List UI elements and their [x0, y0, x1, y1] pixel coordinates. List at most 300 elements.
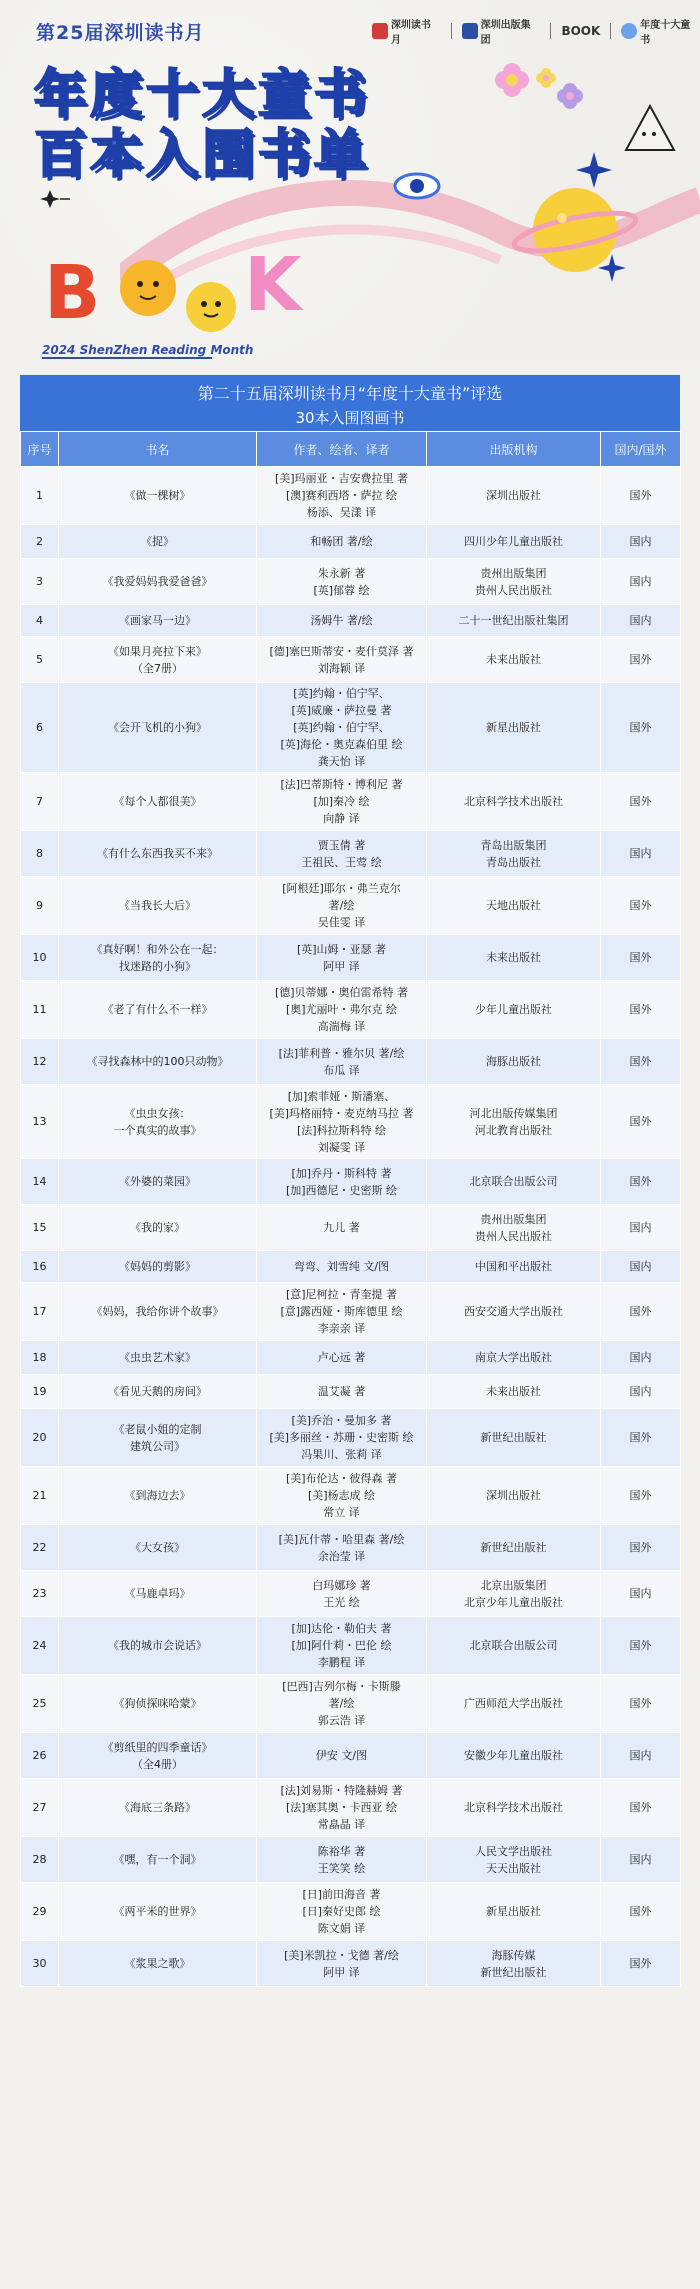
- table-title: 第二十五届深圳读书月“年度十大童书”评选: [197, 384, 503, 403]
- book-authors-line: 阿甲 译: [323, 1965, 360, 1979]
- book-title: [59, 1941, 257, 1987]
- table-row: [21, 559, 681, 605]
- book-authors-line: [美]布伦达・彼得森 著: [285, 1472, 398, 1485]
- book-authors-line: 王祖民、王莺 绘: [301, 855, 382, 869]
- logo-publishing-group: 深圳出版集团: [462, 16, 541, 46]
- book-origin: 国外: [601, 467, 681, 525]
- book-publisher-line: 青岛出版集团: [480, 838, 547, 852]
- book-authors-line: 刘海颖 译: [317, 661, 366, 675]
- book-authors-line: [加]乔丹・斯科特 著: [291, 1166, 392, 1180]
- book-title-line: 《老鼠小姐的定制: [113, 1422, 202, 1436]
- book-authors-line: 杨添、吴漾 译: [306, 506, 377, 519]
- book-publisher-line: 贵州人民出版社: [475, 1229, 552, 1243]
- book-authors-line: [美]米凯拉・戈德 著/绘: [284, 1948, 399, 1962]
- book-origin: 国外: [601, 773, 681, 831]
- book-authors-line: [加]西德尼・史密斯 绘: [285, 1183, 398, 1197]
- book-authors-line: [意]露西娅・斯库德里 绘: [280, 1305, 403, 1318]
- book-title-line: 《做一棵树》: [124, 489, 191, 502]
- book-title: [59, 559, 257, 605]
- table-row: [21, 1675, 681, 1733]
- row-number: 9: [21, 877, 59, 935]
- book-authors-line: [法]塞其奥・卡西亚 绘: [285, 1801, 398, 1814]
- book-publisher-line: 新世纪出版社: [480, 1965, 547, 1979]
- book-authors-line: [美]杨志成 绘: [307, 1489, 376, 1502]
- book-publisher: [427, 1467, 601, 1525]
- book-authors: [257, 605, 427, 637]
- row-number: 8: [21, 831, 59, 877]
- row-number: 16: [21, 1251, 59, 1283]
- book-title: [59, 1159, 257, 1205]
- book-title: [59, 773, 257, 831]
- table-row: [21, 935, 681, 981]
- book-origin: 国外: [601, 877, 681, 935]
- main-title-line1: 年度十大童书: [34, 65, 371, 125]
- book-authors-line: 伊安 文/图: [315, 1749, 368, 1762]
- book-publisher-line: 天天出版社: [486, 1861, 541, 1875]
- book-authors: [257, 637, 427, 683]
- row-number: 13: [21, 1085, 59, 1159]
- book-title-line: 《老了有什么不一样》: [102, 1003, 213, 1016]
- book-authors-line: 卢心远 著: [317, 1351, 366, 1364]
- sparkle-icon: [596, 252, 628, 284]
- book-title-line: 《捉》: [141, 535, 174, 548]
- book-title: [59, 467, 257, 525]
- table-row: [21, 1941, 681, 1987]
- book-authors-line: [加]阿什莉・巴伦 绘: [291, 1639, 392, 1652]
- book-authors-line: [加]达伦・勒伯夫 著: [291, 1622, 392, 1635]
- book-authors: [257, 877, 427, 935]
- book-list-table: [20, 375, 680, 1987]
- book-origin: 国外: [601, 1039, 681, 1085]
- book-title-line: 《虫虫艺术家》: [119, 1351, 196, 1364]
- book-publisher-line: 贵州出版集团: [480, 566, 547, 580]
- book-publisher: [427, 605, 601, 637]
- book-title-line: 《妈妈，我给你讲个故事》: [91, 1305, 224, 1318]
- book-authors-line: [美]瓦什蒂・哈里森 著/绘: [278, 1532, 405, 1546]
- book-publisher: [427, 683, 601, 773]
- book-publisher-line: 广西师范大学出版社: [464, 1697, 563, 1710]
- book-publisher-line: 河北出版传媒集团: [469, 1106, 558, 1120]
- book-title-line: 《虫虫女孩：: [124, 1106, 191, 1120]
- book-publisher: [427, 1205, 601, 1251]
- book-origin: 国外: [601, 1941, 681, 1987]
- book-origin: 国内: [601, 1571, 681, 1617]
- book-publisher-line: 北京少年儿童出版社: [464, 1595, 563, 1609]
- book-authors-line: 温艾凝 著: [317, 1385, 366, 1398]
- book-title: [59, 1467, 257, 1525]
- book-origin: 国内: [601, 1837, 681, 1883]
- table-row: [21, 1883, 681, 1941]
- book-authors-line: 李亲亲 译: [317, 1322, 366, 1335]
- book-publisher: [427, 877, 601, 935]
- book-publisher-line: 中国和平出版社: [475, 1260, 552, 1273]
- book-authors: [257, 467, 427, 525]
- book-authors-line: 九儿 著: [323, 1221, 360, 1234]
- book-title: [59, 1525, 257, 1571]
- row-number: 29: [21, 1883, 59, 1941]
- book-publisher: [427, 1159, 601, 1205]
- table-row: [21, 605, 681, 637]
- book-title: [59, 525, 257, 559]
- row-number: 22: [21, 1525, 59, 1571]
- logo-reading-month: 深圳读书月: [372, 16, 441, 46]
- book-title: [59, 981, 257, 1039]
- book-authors-line: 著/绘: [328, 1697, 355, 1710]
- book-title-line: 《我的家》: [130, 1221, 185, 1234]
- book-origin: 国外: [601, 1779, 681, 1837]
- book-authors-line: [阿根廷]耶尔・弗兰克尔: [282, 882, 401, 895]
- star-icon: [40, 188, 70, 210]
- book-publisher-line: 未来出版社: [486, 653, 541, 666]
- book-authors-line: 著/绘: [328, 899, 355, 912]
- table-row: [21, 1525, 681, 1571]
- book-authors-line: 阿甲 译: [323, 959, 360, 973]
- book-origin: 国外: [601, 1525, 681, 1571]
- book-publisher: [427, 1251, 601, 1283]
- book-title: [59, 683, 257, 773]
- book-title: [59, 1617, 257, 1675]
- book-authors: [257, 1341, 427, 1375]
- book-letter-o2-face: [184, 280, 238, 334]
- book-title-line: 《画家马一边》: [119, 614, 196, 627]
- book-publisher-line: 北京联合出版公司: [469, 1639, 558, 1652]
- book-title: [59, 1675, 257, 1733]
- book-publisher-line: 西安交通大学出版社: [464, 1305, 563, 1318]
- book-publisher: [427, 1341, 601, 1375]
- book-authors-line: 贾玉倩 著: [317, 838, 366, 852]
- book-authors-line: 布瓜 译: [323, 1063, 360, 1077]
- book-publisher-line: 贵州出版集团: [480, 1212, 547, 1226]
- book-origin: 国内: [601, 525, 681, 559]
- book-authors-line: [澳]赛利西塔・萨拉 绘: [285, 489, 398, 502]
- row-number: 12: [21, 1039, 59, 1085]
- table-row: [21, 1375, 681, 1409]
- row-number: 28: [21, 1837, 59, 1883]
- book-title: [59, 1409, 257, 1467]
- book-publisher-line: 未来出版社: [486, 951, 541, 964]
- book-title-line: 《有什么东西我买不来》: [97, 847, 218, 860]
- book-authors-line: 陈裕华 著: [317, 1844, 366, 1858]
- book-publisher: [427, 559, 601, 605]
- book-authors-line: [英]约翰・伯宁罕、: [293, 687, 390, 700]
- book-title-line: 《当我长大后》: [119, 899, 196, 912]
- book-publisher-line: 未来出版社: [486, 1385, 541, 1398]
- book-authors: [257, 935, 427, 981]
- row-number: 5: [21, 637, 59, 683]
- book-authors-line: [美]玛格丽特・麦克纳马拉 著: [269, 1106, 414, 1120]
- book-publisher-line: 海豚出版社: [486, 1055, 541, 1068]
- row-number: 18: [21, 1341, 59, 1375]
- book-title-line: 《马鹿卓玛》: [124, 1587, 191, 1600]
- book-publisher: [427, 935, 601, 981]
- table-row: [21, 1837, 681, 1883]
- book-title: [59, 1571, 257, 1617]
- book-authors-line: [加]秦冷 绘: [313, 795, 370, 808]
- book-title-line: 《外婆的菜园》: [119, 1175, 196, 1188]
- hero-banner: [0, 0, 700, 360]
- book-authors-line: 白玛娜珍 著: [312, 1578, 371, 1592]
- book-publisher: [427, 1837, 601, 1883]
- book-title-line: （全4册）: [132, 1757, 183, 1771]
- book-publisher-line: 青岛出版社: [486, 855, 541, 869]
- book-title: [59, 637, 257, 683]
- book-authors-line: 龚天怡 译: [317, 755, 366, 768]
- book-title-line: 《真好啊！和外公在一起：: [91, 942, 224, 956]
- table-row: [21, 831, 681, 877]
- book-origin: 国外: [601, 1085, 681, 1159]
- logo-book: BOOK: [561, 24, 601, 38]
- sparkle-icon: [574, 150, 614, 190]
- book-publisher-line: 北京科学技术出版社: [464, 1801, 563, 1814]
- col-header-publisher: 出版机构: [427, 432, 601, 467]
- book-authors-line: [日]前田海音 著: [302, 1888, 381, 1901]
- col-header-no: 序号: [21, 432, 59, 467]
- book-publisher-line: 二十一世纪出版社集团: [458, 614, 569, 627]
- book-publisher-line: 贵州人民出版社: [475, 583, 552, 597]
- book-publisher-line: 新星出版社: [486, 721, 541, 734]
- book-authors-line: [法]巴蒂斯特・博利尼 著: [280, 778, 403, 791]
- table-row: [21, 467, 681, 525]
- book-authors-line: [美]乔治・曼加多 著: [291, 1414, 392, 1427]
- book-authors-line: [法]刘易斯・特隆赫姆 著: [280, 1784, 403, 1797]
- book-publisher-line: 新星出版社: [486, 1905, 541, 1918]
- book-publisher: [427, 1883, 601, 1941]
- book-authors-line: [德]贝蒂娜・奥伯雷希特 著: [274, 986, 409, 999]
- table-row: [21, 1085, 681, 1159]
- book-title: [59, 1733, 257, 1779]
- row-number: 2: [21, 525, 59, 559]
- book-publisher: [427, 637, 601, 683]
- book-authors-line: 朱永新 著: [317, 566, 366, 580]
- book-authors: [257, 1159, 427, 1205]
- col-header-origin: 国内/国外: [601, 432, 681, 467]
- book-publisher-line: 海豚传媒: [491, 1948, 536, 1962]
- row-number: 26: [21, 1733, 59, 1779]
- book-title-line: 《到海边去》: [124, 1489, 191, 1502]
- book-title-line: 《每个人都很美》: [113, 795, 202, 808]
- book-title: [59, 877, 257, 935]
- book-publisher: [427, 773, 601, 831]
- book-title-line: 《狗侦探咪哈蒙》: [113, 1697, 202, 1710]
- row-number: 21: [21, 1467, 59, 1525]
- table-header-row: [21, 432, 681, 467]
- book-authors: [257, 1467, 427, 1525]
- book-origin: 国外: [601, 1883, 681, 1941]
- book-publisher: [427, 467, 601, 525]
- book-authors-line: 冯果川、张莉 译: [301, 1448, 382, 1461]
- book-title-line: 一个真实的故事》: [113, 1123, 202, 1137]
- book-authors-line: 弯弯、刘雪纯 文/图: [293, 1260, 390, 1273]
- book-title: [59, 1341, 257, 1375]
- book-title-line: 《海底三条路》: [119, 1801, 196, 1814]
- table-row: [21, 1159, 681, 1205]
- table-row: [21, 525, 681, 559]
- book-title-line: 《看见天鹅的房间》: [108, 1385, 207, 1398]
- book-publisher: [427, 1733, 601, 1779]
- book-authors-line: 高湍梅 译: [317, 1020, 366, 1033]
- book-publisher-line: 人民文学出版社: [475, 1844, 552, 1858]
- book-authors-line: 向静 译: [323, 812, 360, 825]
- table-row: [21, 1039, 681, 1085]
- book-authors-line: 常皛晶 译: [317, 1818, 366, 1831]
- month-label: 2024 ShenZhen Reading Month: [42, 343, 254, 357]
- col-header-authors: 作者、绘者、译者: [257, 432, 427, 467]
- table-title-block: [20, 375, 680, 431]
- book-authors: [257, 1675, 427, 1733]
- col-header-title: 书名: [59, 432, 257, 467]
- table-row: [21, 1251, 681, 1283]
- top-ten-icon: [621, 23, 637, 39]
- row-number: 17: [21, 1283, 59, 1341]
- table-row: [21, 637, 681, 683]
- book-origin: 国内: [601, 1375, 681, 1409]
- table-row: [21, 1467, 681, 1525]
- book-title: [59, 1837, 257, 1883]
- book-authors-line: [日]秦好史郎 绘: [302, 1905, 381, 1918]
- reading-month-icon: [372, 23, 388, 39]
- book-origin: 国内: [601, 1341, 681, 1375]
- book-publisher-line: 河北教育出版社: [475, 1123, 552, 1137]
- eye-icon: [392, 168, 442, 204]
- book-authors: [257, 773, 427, 831]
- row-number: 10: [21, 935, 59, 981]
- row-number: 3: [21, 559, 59, 605]
- book-publisher: [427, 1283, 601, 1341]
- book-authors: [257, 683, 427, 773]
- book-publisher: [427, 831, 601, 877]
- book-letter-b: B: [44, 250, 101, 336]
- table-row: [21, 981, 681, 1039]
- book-authors-line: [法]菲利普・雅尔贝 著/绘: [278, 1046, 405, 1060]
- book-authors-line: [法]科拉斯科特 绘: [296, 1123, 387, 1137]
- book-authors-line: [英]郁蓉 绘: [313, 583, 370, 597]
- book-authors: [257, 1283, 427, 1341]
- book-authors: [257, 1733, 427, 1779]
- book-authors-line: 余治莹 译: [317, 1549, 366, 1563]
- book-publisher: [427, 1525, 601, 1571]
- book-publisher-line: 安徽少年儿童出版社: [464, 1749, 563, 1762]
- table-row: [21, 1283, 681, 1341]
- book-letter-k: K: [244, 242, 302, 328]
- book-title-line: 《我爱妈妈我爱爸爸》: [102, 575, 213, 588]
- book-origin: 国外: [601, 683, 681, 773]
- row-number: 27: [21, 1779, 59, 1837]
- book-title-line: 《我的城市会说话》: [108, 1639, 207, 1652]
- row-number: 20: [21, 1409, 59, 1467]
- book-publisher-line: 少年儿童出版社: [475, 1003, 552, 1016]
- book-authors-line: [英]约翰・伯宁罕、: [293, 721, 390, 734]
- book-title-line: （全7册）: [132, 661, 183, 675]
- row-number: 30: [21, 1941, 59, 1987]
- book-title: [59, 831, 257, 877]
- book-authors-line: [英]威廉・萨拉曼 著: [291, 704, 392, 717]
- book-authors-line: [英]海伦・奥克森伯里 绘: [280, 738, 403, 751]
- book-authors-line: [美]玛丽亚・吉安费拉里 著: [274, 472, 409, 485]
- book-publisher: [427, 1617, 601, 1675]
- book-origin: 国内: [601, 831, 681, 877]
- book-authors: [257, 559, 427, 605]
- book-authors-line: 王笑笑 绘: [317, 1861, 366, 1875]
- row-number: 7: [21, 773, 59, 831]
- book-origin: 国外: [601, 1617, 681, 1675]
- book-authors: [257, 1941, 427, 1987]
- book-title: [59, 1085, 257, 1159]
- book-publisher-line: 北京出版集团: [480, 1578, 547, 1592]
- book-title: [59, 935, 257, 981]
- book-authors-line: 和畅团 著/绘: [310, 535, 373, 548]
- book-publisher: [427, 525, 601, 559]
- book-publisher: [427, 1675, 601, 1733]
- book-origin: 国内: [601, 605, 681, 637]
- book-publisher-line: 北京联合出版公司: [469, 1175, 558, 1188]
- book-title-line: 《妈妈的剪影》: [119, 1260, 196, 1273]
- book-title: [59, 1779, 257, 1837]
- row-number: 11: [21, 981, 59, 1039]
- book-origin: 国内: [601, 559, 681, 605]
- book-authors: [257, 1085, 427, 1159]
- book-publisher-line: 南京大学出版社: [475, 1351, 552, 1364]
- book-authors-line: 汤姆牛 著/绘: [310, 614, 373, 627]
- book-authors: [257, 1883, 427, 1941]
- table-subtitle: 30本入围图画书: [295, 409, 405, 427]
- book-publisher-line: 新世纪出版社: [480, 1541, 547, 1554]
- book-publisher-line: 四川少年儿童出版社: [464, 535, 563, 548]
- book-authors: [257, 1837, 427, 1883]
- table-body: [21, 467, 681, 1987]
- book-authors: [257, 1779, 427, 1837]
- main-title-line2: 百本入围书单: [34, 125, 371, 185]
- book-title-line: 《如果月亮拉下来》: [108, 644, 207, 658]
- book-origin: 国外: [601, 1283, 681, 1341]
- book-authors: [257, 1571, 427, 1617]
- book-authors: [257, 1039, 427, 1085]
- table-row: [21, 1733, 681, 1779]
- book-authors-line: [巴西]吉列尔梅・卡斯滕: [282, 1680, 401, 1693]
- book-title: [59, 1039, 257, 1085]
- book-title-line: 建筑公司》: [130, 1439, 185, 1453]
- book-origin: 国内: [601, 1733, 681, 1779]
- table-row: [21, 773, 681, 831]
- book-publisher: [427, 1779, 601, 1837]
- table-row: [21, 1409, 681, 1467]
- month-underline: [42, 357, 212, 359]
- book-authors: [257, 1409, 427, 1467]
- flower-icons: [488, 58, 598, 118]
- book-origin: 国内: [601, 1205, 681, 1251]
- book-authors: [257, 1375, 427, 1409]
- book-authors-line: 李鹏程 译: [317, 1656, 366, 1669]
- table-row: [21, 1571, 681, 1617]
- book-authors-line: [意]尼柯拉・青奎提 著: [285, 1288, 398, 1301]
- book-title: [59, 1375, 257, 1409]
- book-authors: [257, 1205, 427, 1251]
- book-authors-line: 郭云浩 译: [317, 1714, 366, 1727]
- book-origin: 国内: [601, 1251, 681, 1283]
- book-authors-line: [加]索菲娅・斯潘塞、: [287, 1089, 396, 1103]
- book-authors: [257, 525, 427, 559]
- book-publisher: [427, 1409, 601, 1467]
- book-title-line: 《浆果之歌》: [124, 1957, 191, 1970]
- book-publisher-line: 深圳出版社: [486, 489, 541, 502]
- book-authors: [257, 981, 427, 1039]
- book-title: [59, 1283, 257, 1341]
- row-number: 6: [21, 683, 59, 773]
- publishing-group-icon: [462, 23, 478, 39]
- book-authors: [257, 1617, 427, 1675]
- row-number: 23: [21, 1571, 59, 1617]
- event-title: 第25届深圳读书月: [36, 22, 205, 44]
- book-title: [59, 1251, 257, 1283]
